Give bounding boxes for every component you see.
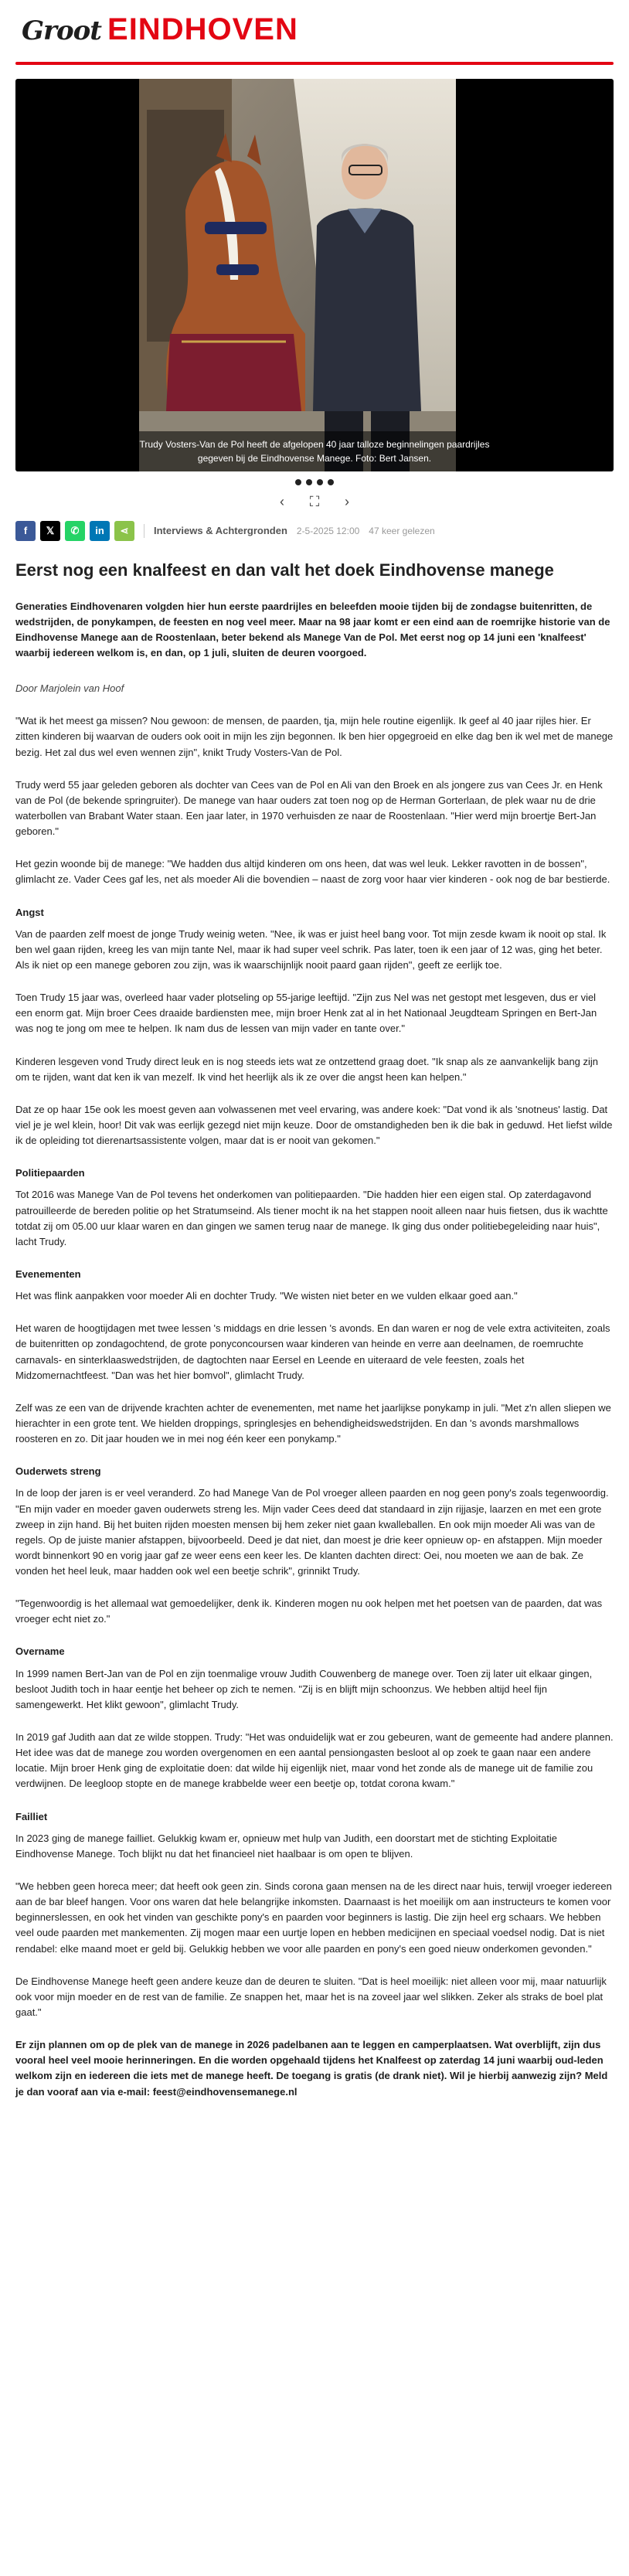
article-byline: Door Marjolein van Hoof — [15, 682, 124, 695]
paragraph: In 1999 namen Bert-Jan van de Pol en zijn toenmalige vrouw Judith Couwenberg de manege over. Toen zij later uit elkaar gingen, besloot Judith toch in haar eentje het beheer op zich te nemen. "Zij is en blijft mijn schoonzus. We hebben altijd heel fijn samengewerkt. Het klikt gewoon", glimlacht Trudy. — [15, 1667, 593, 1710]
chevron-left-icon[interactable]: ‹ — [280, 494, 284, 509]
paragraph: Kinderen lesgeven vond Trudy direct leuk en is nog steeds iets wat ze ontzettend graag doet. "Ik snap als ze aanvankelijk bang zijn om te rijden, want dat ken ik van mezelf. Ik vind het heerlijk als ik ze over die angst heen kan helpen." — [15, 1055, 599, 1083]
paragraph: Toen Trudy 15 jaar was, overleed haar vader plotseling op 55-jarige leeftijd. "Zijn zus Nel was net gestopt met lesgeven, dus er viel een enorm gat. Mijn broer Cees draaide bardiensten mee, mijn broer Henk zat al in het Nationaal Jeugdteam Springen en Bert-Jan was nog te jong om mee te helpen. Ik nam dus de lessen van mijn vader en tante over." — [15, 992, 597, 1035]
article-lead: Generaties Eindhovenaren volgden hier hun eerste paardrijles en beleefden mooie tijden bij de zondagse buitenritten, de wedstrijden, de ponykampen, de feesten en nog veel meer. Maar na 98 jaar komt er een eind aan de roemrijke historie van de Eindhovense Manege aan de Roostenlaan, beter bekend als Manege Van de Pol. Met eerst nog op 14 juni een 'knalfeest' waarbij iedereen welkom is, en dan, op 1 juli, sluiten de deuren voorgoed. — [15, 600, 610, 659]
gallery-dot[interactable] — [328, 479, 334, 485]
logo-eindhoven-text: EINDHOVEN — [107, 12, 298, 46]
article-body — [15, 560, 614, 2100]
site-logo[interactable] — [22, 5, 298, 53]
whatsapp-share-button[interactable]: ✆ — [65, 521, 85, 541]
paragraph: Zelf was ze een van de drijvende krachten achter de evenementen, met name het jaarlijkse ponykamp in juli. "Met z'n allen sliepen we hierachter in een grote tent. We hielden droppings, springlesjes en behendigheidswedstrijden. En dan 's avonds marshmallows roosteren en zo. Dit jaar houden we in mei nog één keer een ponykamp." — [15, 1401, 611, 1445]
photo-gallery[interactable] — [15, 79, 614, 471]
section-heading-angst: Angst — [15, 906, 44, 918]
x-share-button[interactable]: 𝕏 — [40, 521, 60, 541]
paragraph: Het gezin woonde bij de manege: "We hadden dus altijd kinderen om ons heen, dat was wel leuk. Lekker ravotten in de bossen", glimlacht ze. Vader Cees gaf les, net als moeder Ali die bovendien – naast de zorg voor haar vier kinderen - ook nog de bar bestierde. — [15, 858, 610, 886]
article-date: 2-5-2025 12:00 — [296, 525, 360, 536]
linkedin-share-button[interactable]: in — [90, 521, 110, 541]
section-heading-overname: Overname — [15, 1645, 65, 1658]
fullscreen-icon[interactable]: ⛶ — [309, 494, 320, 509]
paragraph: In 2023 ging de manege failliet. Gelukkig kwam er, opnieuw met hulp van Judith, een doorstart met de stichting Exploitatie Eindhovense Manege. Toch blijkt nu dat het financieel niet haalbaar is om open te blijven. — [15, 1832, 557, 1860]
facebook-share-button[interactable]: f — [15, 521, 36, 541]
gallery-dot[interactable] — [306, 479, 312, 485]
section-heading-evenementen: Evenementen — [15, 1268, 81, 1280]
section-heading-ouderwets-streng: Ouderwets streng — [15, 1465, 101, 1478]
paragraph: Trudy werd 55 jaar geleden geboren als dochter van Cees van de Pol en Ali van den Broek en als jongere zus van Cees Jr. en Henk van de Pol (de bekende springruiter). De manege van haar ouders zat toen nog op de Herman Gorterlaan, de plek waar nu de drie waterbollen van Brabant Water staan. Een jaar later, in 1970 verhuisden ze naar de Roostenlaan. "Hier werd mijn broertje Bert-Jan geboren." — [15, 778, 603, 838]
generic-share-button[interactable]: ⋖ — [114, 521, 134, 541]
paragraph: Tot 2016 was Manege Van de Pol tevens het onderkomen van politiepaarden. "Die hadden hier een eigen stal. Op zaterdagavond patrouilleerde de bereden politie op het Stratumseind. Als tiener mocht ik na het stappen nooit alleen naar huis fietsen, dus ik wachtte totdat zij om 05.00 uur klaar waren en dan gingen we samen terug naar de manege. Ik ging dus onder politiebegeleiding naar huis", lacht Trudy. — [15, 1189, 608, 1247]
paragraph: De Eindhovense Manege heeft geen andere keuze dan de deuren te sluiten. "Dat is heel moeilijk: niet alleen voor mij, maar natuurlijk ook voor mijn moeder en de rest van de familie. Ze snappen het, maar het is na zoveel jaar wel slikken. Zeker als straks de boel plat gaat." — [15, 1975, 607, 2019]
paragraph: Het waren de hoogtijdagen met twee lessen 's middags en drie lessen 's avonds. En dan waren er nog de vele extra activiteiten, zoals de buitenritten op zondagochtend, de grote ponyconcoursen waar kinderen van heinde en verre aan deelnamen, de roemruchte carnavals- en sinterklaaswedstrijden, de dagtochten naar Eersel en Leende en uiteraard de vele feesten, zoals het Midzomernachtfeest. "Dan was het hier bomvol", glimlacht Trudy. — [15, 1322, 610, 1381]
paragraph: Dat ze op haar 15e ook les moest geven aan volwassenen met veel ervaring, was andere koek: "Dat vond ik als 'snotneus' lastig. Dat viel je je wel klein, hoor! Dit vak was eerlijk gezegd niet mijn keuze. Door de omstandigheden ben ik die bak in geduwd. Het liefst wilde ik de opleiding tot dierenartsassistente volgen, maar dat is er nooit van gekomen." — [15, 1103, 613, 1147]
section-heading-failliet: Failliet — [15, 1810, 48, 1822]
article-outro: Er zijn plannen om op de plek van de manege in 2026 padelbanen aan te leggen en camperplaatsen. Wat overblijft, zijn dus vooral heel veel mooie herinneringen. En die worden opgehaald tijdens het Knalfeest op zaterdag 14 juni waarbij oud-leden welkom zijn en iedereen die iets met de manege heeft. De toegang is gratis (de drank niet). Wil je hierbij aanwezig zijn? Meld je dan vooraf aan via e-mail: feest@eindhovensemanege.nl — [15, 2039, 608, 2098]
logo-groot-text: Groot — [22, 15, 102, 46]
gallery-photo — [139, 79, 456, 471]
article-views: 47 keer gelezen — [369, 525, 435, 536]
article-category[interactable]: Interviews & Achtergronden — [154, 524, 287, 536]
paragraph: "Tegenwoordig is het allemaal wat gemoedelijker, denk ik. Kinderen mogen nu ook helpen met het poetsen van de paarden, dat was vroeger echt niet zo." — [15, 1598, 603, 1625]
stable-photo-illustration — [139, 79, 456, 471]
photo-caption: Trudy Vosters-Van de Pol heeft de afgelopen 40 jaar talloze beginnelingen paardrijles gegeven bij de Eindhovense Manege. Foto: Bert Jansen. — [15, 431, 614, 471]
paragraph: Het was flink aanpakken voor moeder Ali en dochter Trudy. "We wisten niet beter en we vulden elkaar goed aan." — [15, 1290, 518, 1302]
paragraph: "Wat ik het meest ga missen? Nou gewoon: de mensen, de paarden, tja, mijn hele routine eigenlijk. Ik geef al 40 jaar rijles hier. Er zitten kinderen bij waarvan de ouders ook ooit in mijn les zijn begonnen. Ik ben hier opgegroeid en elke dag ben ik wel met de manege bezig. Het zal dus wel even wennen zijn", knikt Trudy Vosters-Van de Pol. — [15, 715, 614, 758]
article-meta — [15, 521, 614, 541]
paragraph: Van de paarden zelf moest de jonge Trudy weinig weten. "Nee, ik was er juist heel bang voor. Tot mijn zesde kwam ik nooit op stal. Ik ben wel gaan rijden, kreeg les van mijn tante Nel, maar ik had super veel schrik. Pas later, toen ik een jaar of 12 was, ging het beter. Als ik niet op een manege geboren zou zijn, was ik waarschijnlijk nooit paard gaan rijden", geeft ze eerlijk toe. — [15, 927, 607, 971]
gallery-dot[interactable] — [295, 479, 301, 485]
gallery-pagination — [15, 479, 614, 485]
article-title: Eerst nog een knalfeest en dan valt het doek Eindhovense manege — [15, 560, 554, 580]
header-divider — [15, 62, 614, 65]
paragraph: "We hebben geen horeca meer; dat heeft ook geen zin. Sinds corona gaan mensen na de les direct naar huis, terwijl vroeger iedereen aan de bar bleef hangen. Voor ons waren dat hele belangrijke inkomsten. Daarnaast is het moeilijk om aan instructeurs te komen voor beginnerslessen, en ook het vinden van geschikte pony's en paarden voor beginners is lastig. Die zijn heel erg schaars. We hebben veel oude paarden met mankementen. Zij mogen maar een uurtje lopen en hebben medicijnen en speciaal voedsel nodig. Dat is niet rendabel: elke maand moet er geld bij. Gelukkig hebben we voor alle paarden en pony's een goed nieuw onderkomen gevonden." — [15, 1880, 612, 1955]
site-header — [15, 0, 614, 51]
section-heading-politiepaarden: Politiepaarden — [15, 1167, 85, 1179]
gallery-dot[interactable] — [317, 479, 323, 485]
paragraph: In 2019 gaf Judith aan dat ze wilde stoppen. Trudy: "Het was onduidelijk wat er zou gebeuren, want de gemeente had andere plannen. Het idee was dat de manege zou worden overgenomen en een aantal pensiongasten besloot al op zoek te gaan naar een andere locatie. Mijn broer Henk ging de exploitatie doen: dat wilde hij eigenlijk niet, maar vond het zonde als de manege uit de familie zou verdwijnen. De leegloop stopte en de manege krabbelde weer een beetje op, totdat corona kwam." — [15, 1731, 614, 1790]
chevron-right-icon[interactable]: › — [345, 494, 349, 509]
paragraph: In de loop der jaren is er veel veranderd. Zo had Manege Van de Pol vroeger alleen paarden en nog geen pony's zoals tegenwoordig. "En mijn vader en moeder gaven ouderwets streng les. Mijn vader Cees deed dat standaard in zijn rijjasje, laarzen en met een grote zweep in zijn hand. Bij het buiten rijden moesten mensen bij hem zeker niet gaan kwalleballen. En ook mijn moeder Ali was van de regels. Op de juiste manier afstappen, bijvoorbeeld. Deed je dat niet, dan moest je drie keer opnieuw op- en afstappen. Mijn moeder wordt binnenkort 90 en vorig jaar gaf ze weer eens een keer les. De klanten dachten direct: Oei, nou moeten we aan de bak. Ze vonden het heel leuk, maar hadden ook wel een beetje schrik", grinnikt Trudy. — [15, 1487, 609, 1577]
gallery-controls — [15, 495, 614, 509]
